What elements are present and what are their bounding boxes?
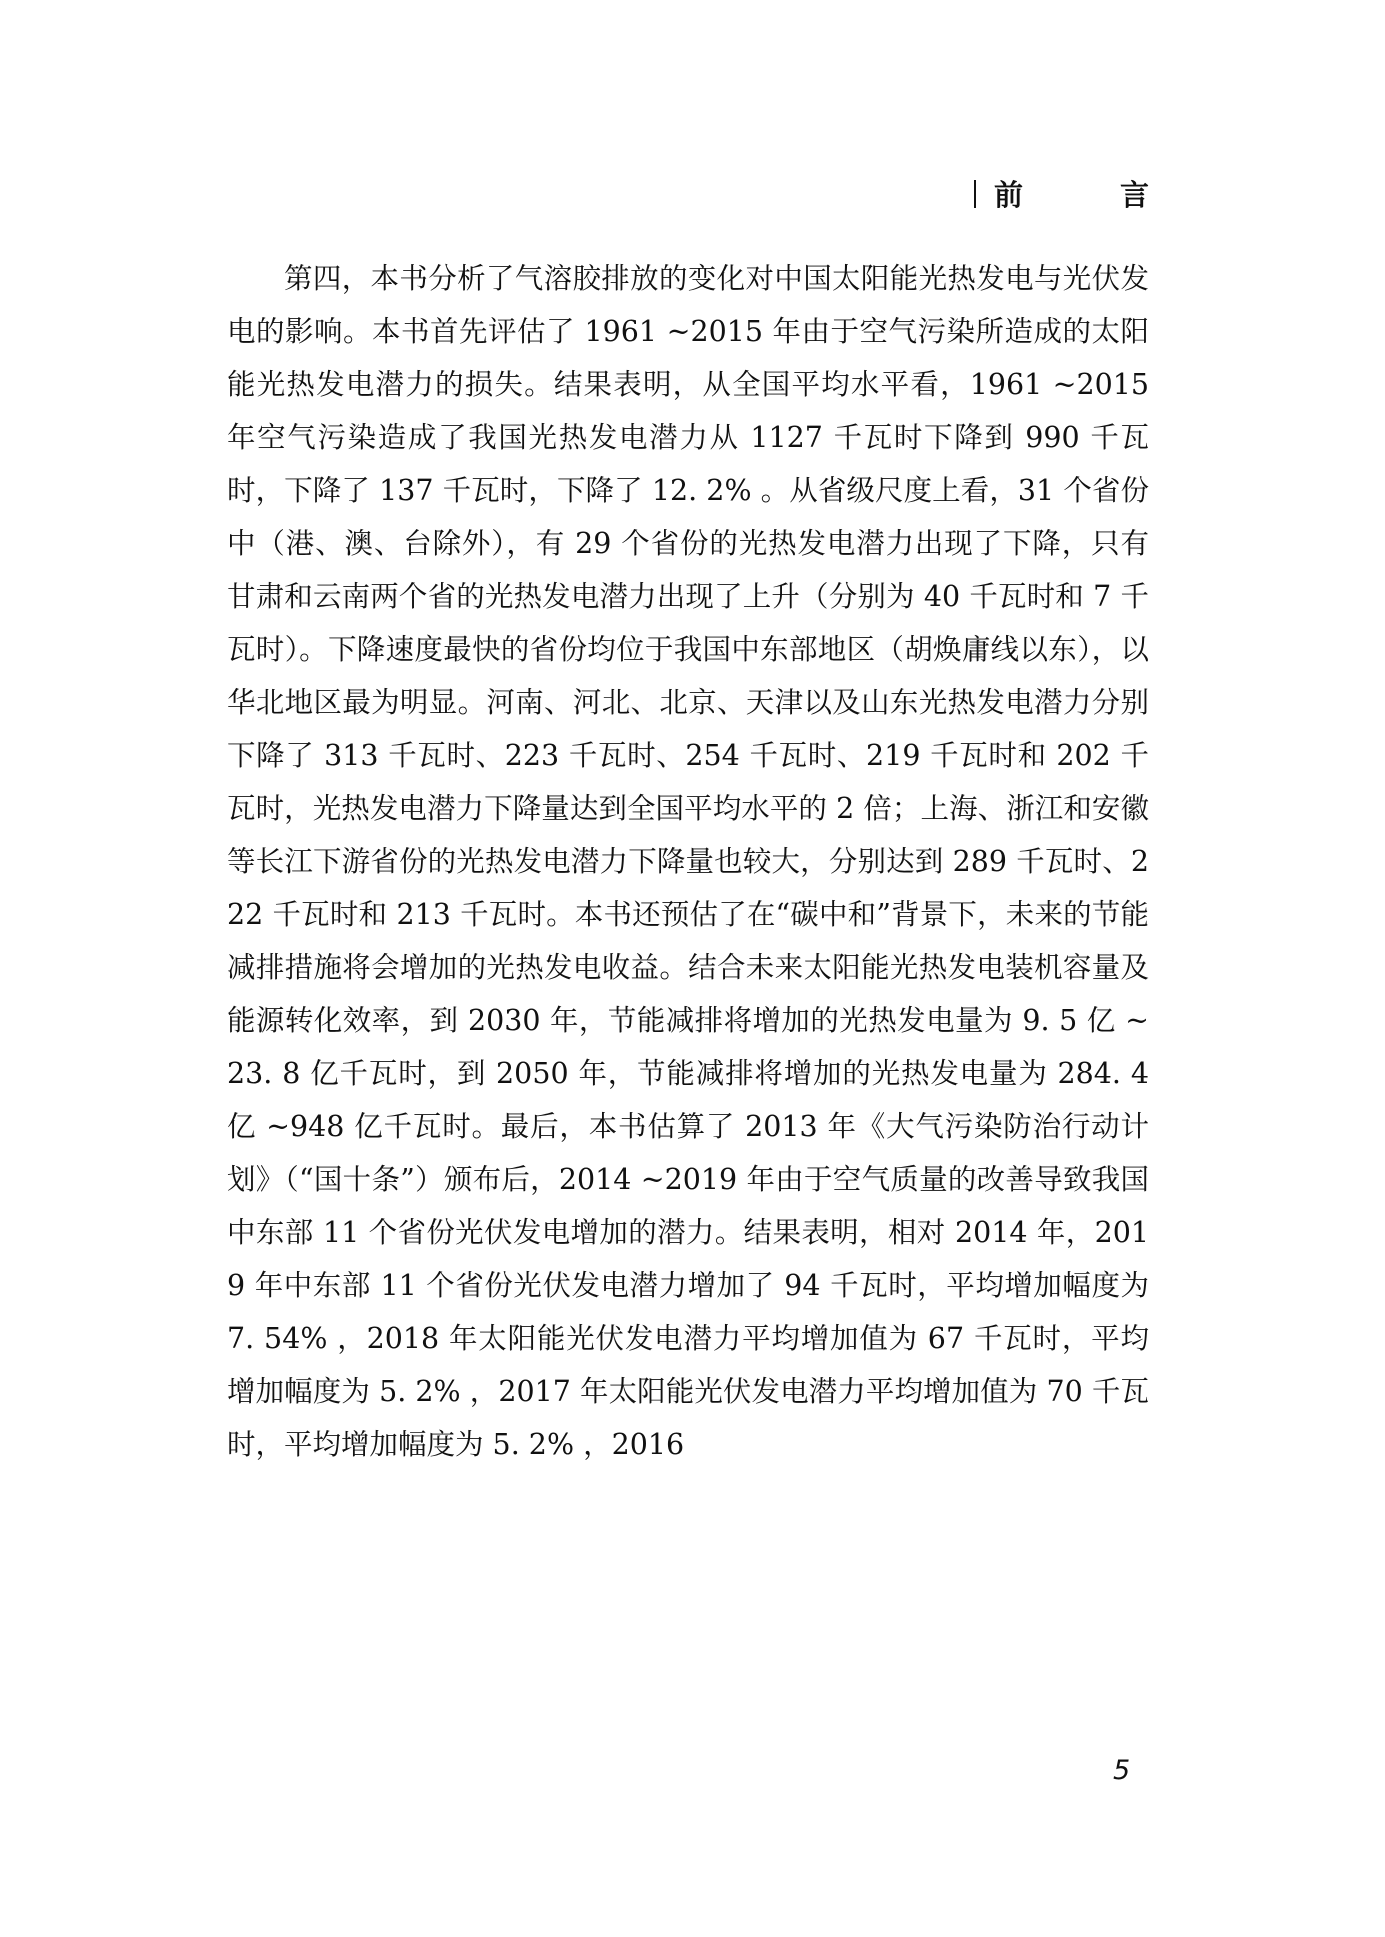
header-divider <box>974 180 976 208</box>
running-header <box>974 173 1183 214</box>
page-number: 5 <box>1113 1755 1131 1786</box>
section-title: 前 言 <box>993 178 1183 212</box>
body-paragraph: 第四，本书分析了气溶胶排放的变化对中国太阳能光热发电与光伏发电的影响。本书首先评估了 1961 ~2015 年由于空气污染所造成的太阳能光热发电潜力的损失。结果表明，从全国平均水平看，1961 ~2015 年空气污染造成了我国光热发电潜力从 1127 千瓦时下降到 990 千瓦时，下降了 137 千瓦时，下降了 12. 2% 。从省级尺度上看，31 个省份中（港、澳、台除外），有 29 个省份的光热发电潜力出现了下降，只有甘肃和云南两个省的光热发电潜力出现了上升（分别为 40 千瓦时和 7 千瓦时）。下降速度最快的省份均位于我国中东部地区（胡焕庸线以东），以华北地区最为明显。河南、河北、北京、天津以及山东光热发电潜力分别下降了 313 千瓦时、223 千瓦时、254 千瓦时、219 千瓦时和 202 千瓦时，光热发电潜力下降量达到全国平均水平的 2 倍；上海、浙江和安徽等长江下游省份的光热发电潜力下降量也较大，分别达到 289 千瓦时、222 千瓦时和 213 千瓦时。本书还预估了在“碳中和”背景下，未来的节能减排措施将会增加的光热发电收益。结合未来太阳能光热发电装机容量及能源转化效率，到 2030 年，节能减排将增加的光热发电量为 9. 5 亿 ~23. 8 亿千瓦时，到 2050 年，节能减排将增加的光热发电量为 284. 4 亿 ~948 亿千瓦时。最后，本书估算了 2013 年《大气污染防治行动计划》（“国十条”）颁布后，2014 ~2019 年由于空气质量的改善导致我国中东部 11 个省份光伏发电增加的潜力。结果表明，相对 2014 年，2019 年中东部 11 个省份光伏发电潜力增加了 94 千瓦时，平均增加幅度为 7. 54% ，2018 年太阳能光伏发电潜力平均增加值为 67 千瓦时，平均增加幅度为 5. 2% ，2017 年太阳能光伏发电潜力平均增加值为 70 千瓦时，平均增加幅度为 5. 2% ，2016 <box>227 262 1149 1461</box>
